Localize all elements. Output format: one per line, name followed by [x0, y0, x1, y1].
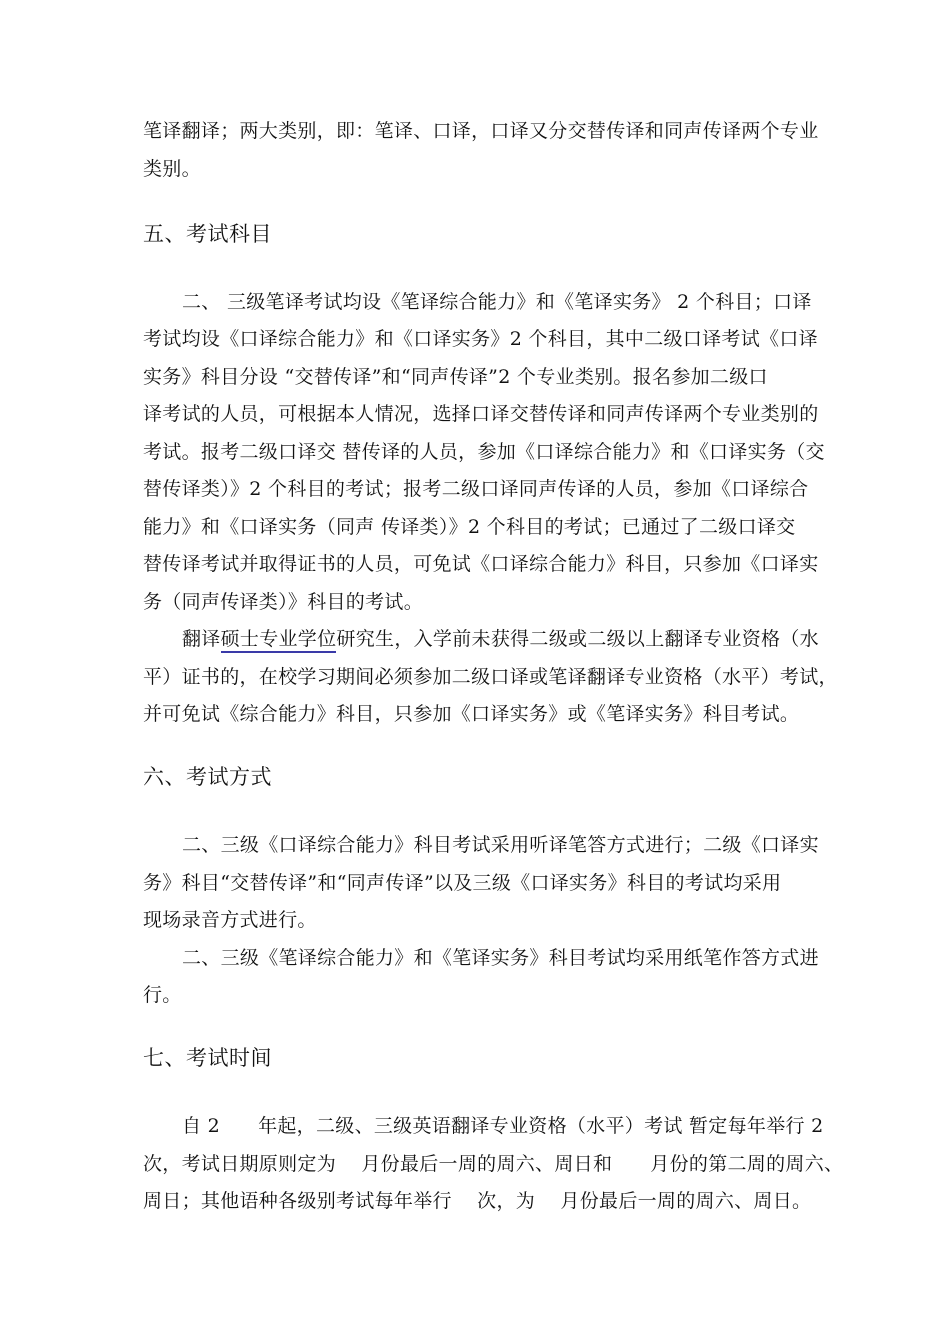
sec5-p1-line: 替传译考试并取得证书的人员，可免试《口译综合能力》科目，只参加《口译实 [143, 553, 819, 575]
section-heading-5: 五、考试科目 [143, 222, 272, 246]
sec4-line-1: 笔译翻译；两大类别，即：笔译、口译，口译又分交替传译和同声传译两个专业 [143, 120, 819, 142]
sec5-p1-line: 考试。报考二级口译交 替传译的人员，参加《口译综合能力》和《口译实务（交 [143, 441, 825, 463]
sec5-p1-line: 考试均设《口译综合能力》和《口译实务》2 个科目，其中二级口译考试《口译 [143, 328, 818, 350]
sec6-p2-line: 行。 [143, 984, 182, 1006]
sec7-p1-line: 周日；其他语种各级别考试每年举行 次，为 月份最后一周的周六、周日。 [143, 1190, 812, 1212]
sec6-p1-line: 二、三级《口译综合能力》科目考试采用听译笔答方式进行；二级《口译实 [182, 834, 819, 856]
sec4-line-2: 类别。 [143, 158, 201, 180]
sec5-p2-line-1 [182, 626, 852, 652]
sec5-p1-line: 译考试的人员，可根据本人情况，选择口译交替传译和同声传译两个专业类别的 [143, 403, 819, 425]
section-heading-7: 七、考试时间 [143, 1046, 272, 1070]
sec5-p2-suffix: 研究生，入学前未获得二级或二级以上翻译专业资格（水 [336, 628, 819, 650]
sec5-p2-line-2: 平）证书的，在校学习期间必须参加二级口译或笔译翻译专业资格（水平）考试， [143, 666, 838, 688]
degree-link[interactable]: 硕士专业学位 [221, 628, 337, 653]
sec5-p2-line-3: 并可免试《综合能力》科目，只参加《口译实务》或《笔译实务》科目考试。 [143, 703, 800, 725]
sec6-p2-line: 二、三级《笔译综合能力》和《笔译实务》科目考试均采用纸笔作答方式进 [182, 947, 819, 969]
sec6-p1-line: 现场录音方式进行。 [143, 909, 317, 931]
sec5-p2-prefix: 翻译 [182, 628, 221, 650]
sec7-p1-line: 次，考试日期原则定为 月份最后一周的周六、周日和 月份的第二周的周六、 [143, 1153, 844, 1175]
sec5-p1-line: 能力》和《口译实务（同声 传译类）》2 个科目的考试；已通过了二级口译交 [143, 516, 796, 538]
section-heading-6: 六、考试方式 [143, 765, 272, 789]
sec5-p1-line: 务（同声传译类）》科目的考试。 [143, 591, 424, 613]
sec5-p1-line: 实务》科目分设 “交替传译”和“同声传译”2 个专业类别。报名参加二级口 [143, 366, 768, 388]
sec5-p1-line: 二、 三级笔译考试均设《笔译综合能力》和《笔译实务》 2 个科目；口译 [182, 291, 812, 313]
sec7-p1-line: 自 2 年起，二级、三级英语翻译专业资格（水平）考试 暂定每年举行 2 [182, 1115, 824, 1137]
sec6-p1-line: 务》科目“交替传译”和“同声传译”以及三级《口译实务》科目的考试均采用 [143, 872, 782, 894]
sec5-p1-line: 替传译类）》2 个科目的考试；报考二级口译同声传译的人员，参加《口译综合 [143, 478, 809, 500]
